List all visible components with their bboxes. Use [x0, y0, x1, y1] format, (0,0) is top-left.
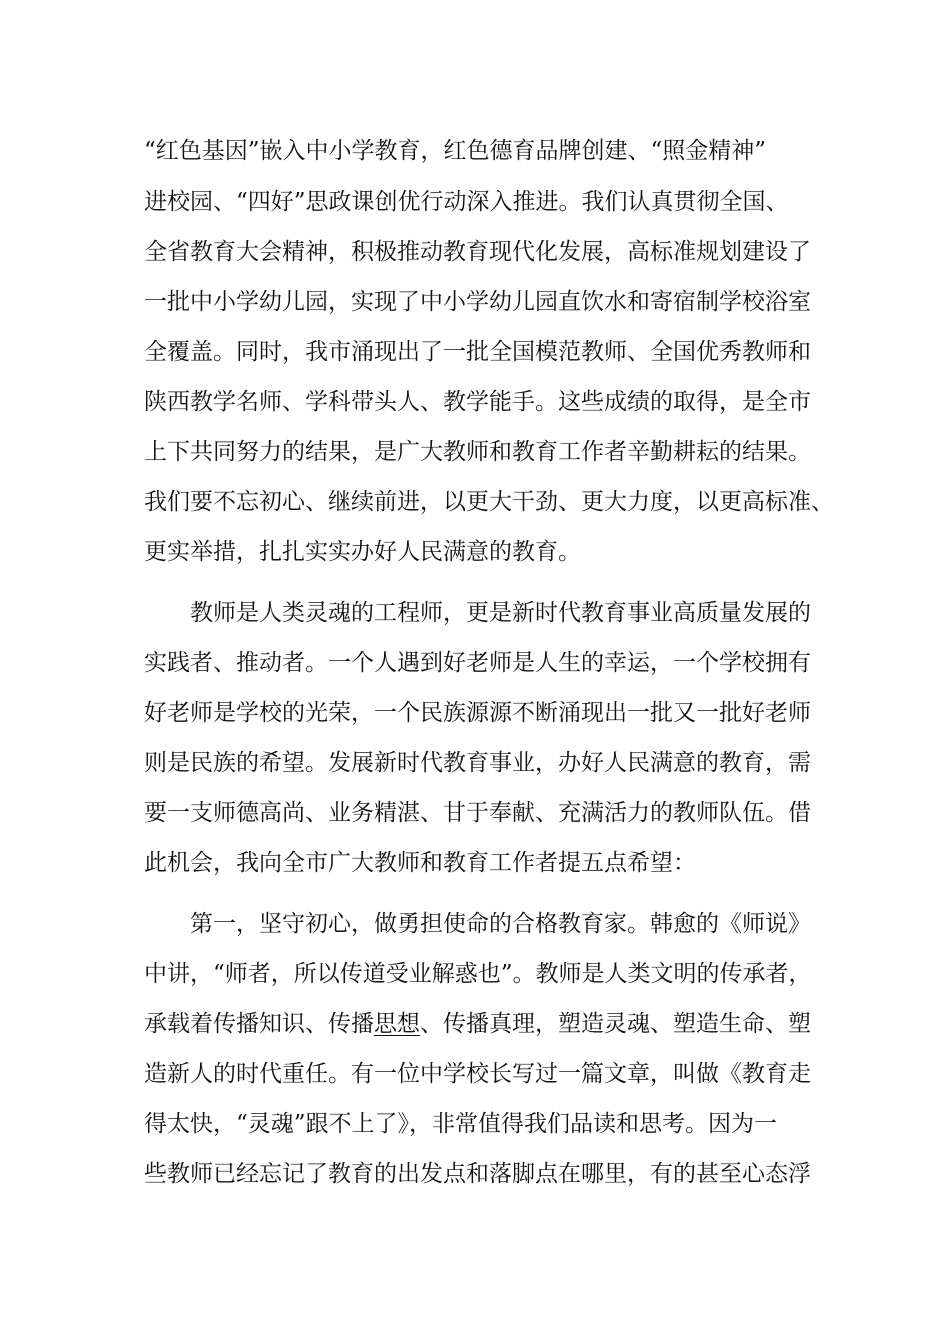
text-line: 要一支师德高尚、业务精湛、甘于奉献、充满活力的教师队伍。借 [144, 800, 811, 826]
text-line-with-underline [144, 1009, 814, 1039]
text-line: 上下共同努力的结果，是广大教师和教育工作者辛勤耕耘的结果。 [144, 439, 811, 465]
text-line: 实践者、推动者。一个人遇到好老师是人生的幸运，一个学校拥有 [144, 650, 811, 676]
text-line: 一批中小学幼儿园，实现了中小学幼儿园直饮水和寄宿制学校浴室 [144, 289, 811, 315]
text-line: “红色基因”嵌入中小学教育，红色德育品牌创建、“照金精神” [144, 138, 767, 164]
underlined-word: 思想 [374, 1011, 420, 1037]
text-line: 中讲，“师者，所以传道受业解惑也”。教师是人类文明的传承者， [144, 961, 812, 987]
text-line: 得太快，“灵魂”跟不上了》，非常值得我们品读和思考。因为一 [144, 1111, 778, 1137]
text-line: 造新人的时代重任。有一位中学校长写过一篇文章，叫做《教育走 [144, 1061, 811, 1087]
text-line: 全覆盖。同时，我市涌现出了一批全国模范教师、全国优秀教师和 [144, 339, 811, 365]
text-line: 此机会，我向全市广大教师和教育工作者提五点希望： [144, 850, 696, 876]
text-line: 全省教育大会精神，积极推动教育现代化发展，高标准规划建设了 [144, 239, 811, 265]
text-segment: 承载着传播知识、传播 [144, 1011, 374, 1037]
text-line: 第一，坚守初心，做勇担使命的合格教育家。韩愈的《师说》 [190, 911, 811, 937]
text-line: 好老师是学校的光荣，一个民族源源不断涌现出一批又一批好老师 [144, 700, 811, 726]
text-line: 进校园、“四好”思政课创优行动深入推进。我们认真贯彻全国、 [144, 189, 789, 215]
text-segment: 、传播真理，塑造灵魂、塑造生命、塑 [420, 1011, 811, 1037]
text-line: 更实举措，扎扎实实办好人民满意的教育。 [144, 539, 581, 565]
text-line: 我们要不忘初心、继续前进，以更大干劲、更大力度，以更高标准、 [144, 489, 834, 515]
text-line: 则是民族的希望。发展新时代教育事业，办好人民满意的教育，需 [144, 750, 811, 776]
text-line: 陕西教学名师、学科带头人、教学能手。这些成绩的取得，是全市 [144, 389, 811, 415]
text-line: 些教师已经忘记了教育的出发点和落脚点在哪里，有的甚至心态浮 [144, 1161, 811, 1187]
text-line: 教师是人类灵魂的工程师，更是新时代教育事业高质量发展的 [190, 600, 811, 626]
